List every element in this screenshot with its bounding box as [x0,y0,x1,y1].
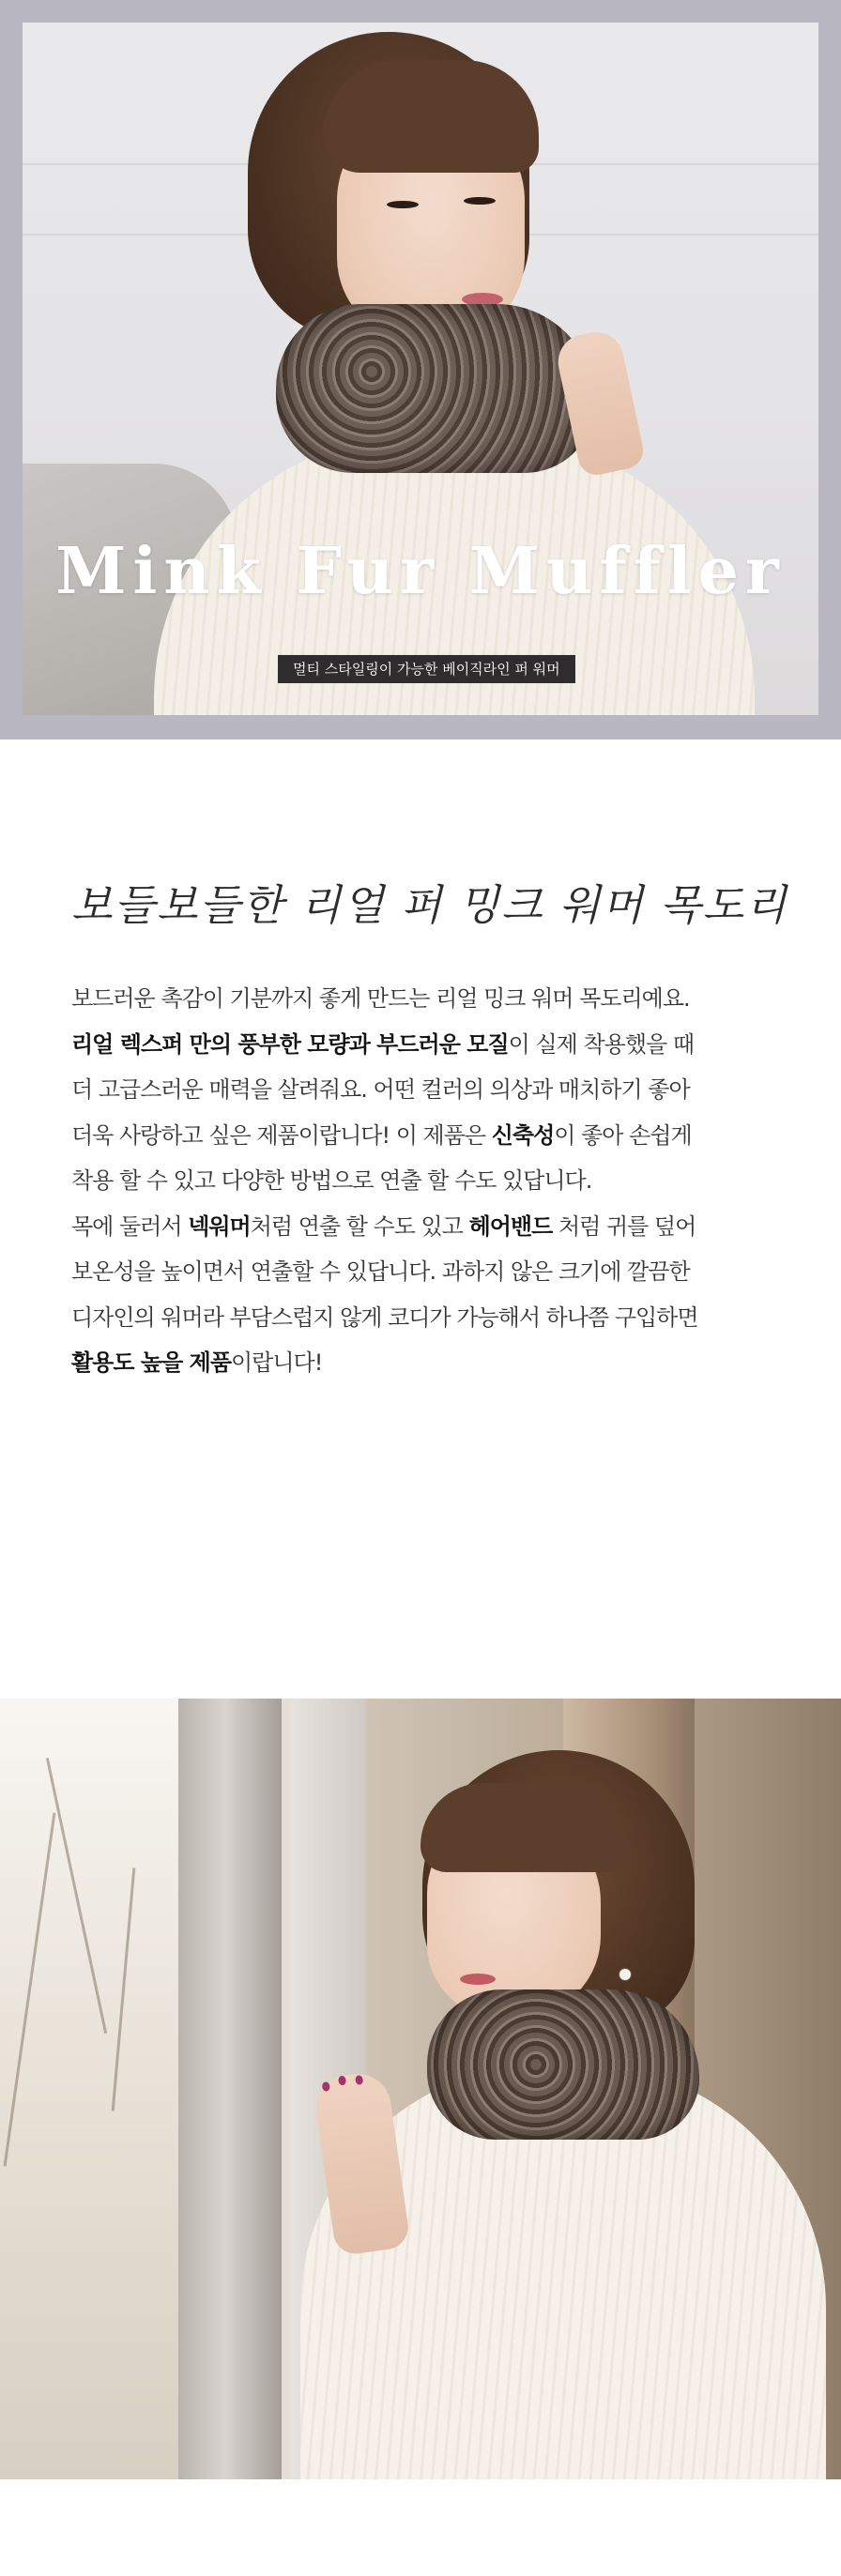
hero-badge: 멀티 스타일링이 가능한 베이직라인 퍼 워머 [278,655,575,683]
model-bangs [420,1783,627,1872]
body-text: 이 실제 착용했을 때 [508,1030,694,1058]
nail [355,2075,363,2085]
description-line [71,1295,785,1341]
body-text: 처럼 귀를 덮어 [552,1212,696,1240]
model-eye [387,201,419,208]
body-text: 착용 할 수 있고 다양한 방법으로 연출 할 수도 있답니다. [71,1167,592,1194]
product-description [71,976,785,1386]
emphasis-text: 넥워머 [188,1212,251,1240]
body-text: 이 좋아 손쉽게 [554,1121,692,1149]
window-view [0,1699,178,2479]
hero-title: Mink Fur Muffler [55,534,786,609]
body-text: 처럼 연출 할 수도 있고 [250,1212,469,1240]
body-text: 목에 둘러서 [71,1212,189,1240]
nail [322,2081,330,2092]
description-line [71,1340,785,1386]
emphasis-text: 활용도 높을 제품 [71,1349,231,1376]
body-text: 보온성을 높이면서 연출할 수 있답니다. 과하지 않은 크기에 깔끔한 [71,1258,690,1285]
model-lips [460,1974,496,1985]
description-line [71,1022,785,1068]
body-text: 더욱 사랑하고 싶은 제품이랍니다! 이 제품은 [71,1121,492,1149]
body-text: 보드러운 촉감이 기분까지 좋게 만드는 리얼 밍크 워머 목도리예요. [71,985,690,1012]
body-text: 이랍니다! [231,1349,323,1376]
emphasis-text: 리얼 렉스퍼 만의 풍부한 모량과 부드러운 모질 [71,1030,509,1058]
tree-branch [112,1867,136,2111]
description-line [71,1249,785,1295]
description-line [71,1158,785,1204]
hero-photo [23,23,818,715]
tree-branch [46,1758,107,2034]
model-bangs [323,60,539,173]
description-line [71,1204,785,1250]
description-line [71,1067,785,1113]
nail [338,2075,346,2085]
body-text: 디자인의 워머라 부담스럽지 않게 코디가 가능해서 하나쯤 구입하면 [71,1303,698,1331]
pearl-earring [619,1969,631,1980]
description-line [71,976,785,1022]
emphasis-text: 신축성 [491,1121,555,1149]
description-line [71,1113,785,1159]
hero-frame [0,0,841,739]
mink-muffler [276,304,595,473]
model-window-photo [0,1699,841,2479]
model-eye [464,197,496,205]
mink-muffler [427,1989,699,2140]
window-frame [178,1699,282,2479]
section-heading: 보들보들한 리얼 퍼 밍크 워머 목도리 [71,880,788,930]
body-text: 더 고급스러운 매력을 살려줘요. 어떤 컬러의 의상과 매치하기 좋아 [71,1076,690,1103]
tree-branch [4,1813,56,2167]
emphasis-text: 헤어밴드 [468,1212,553,1240]
